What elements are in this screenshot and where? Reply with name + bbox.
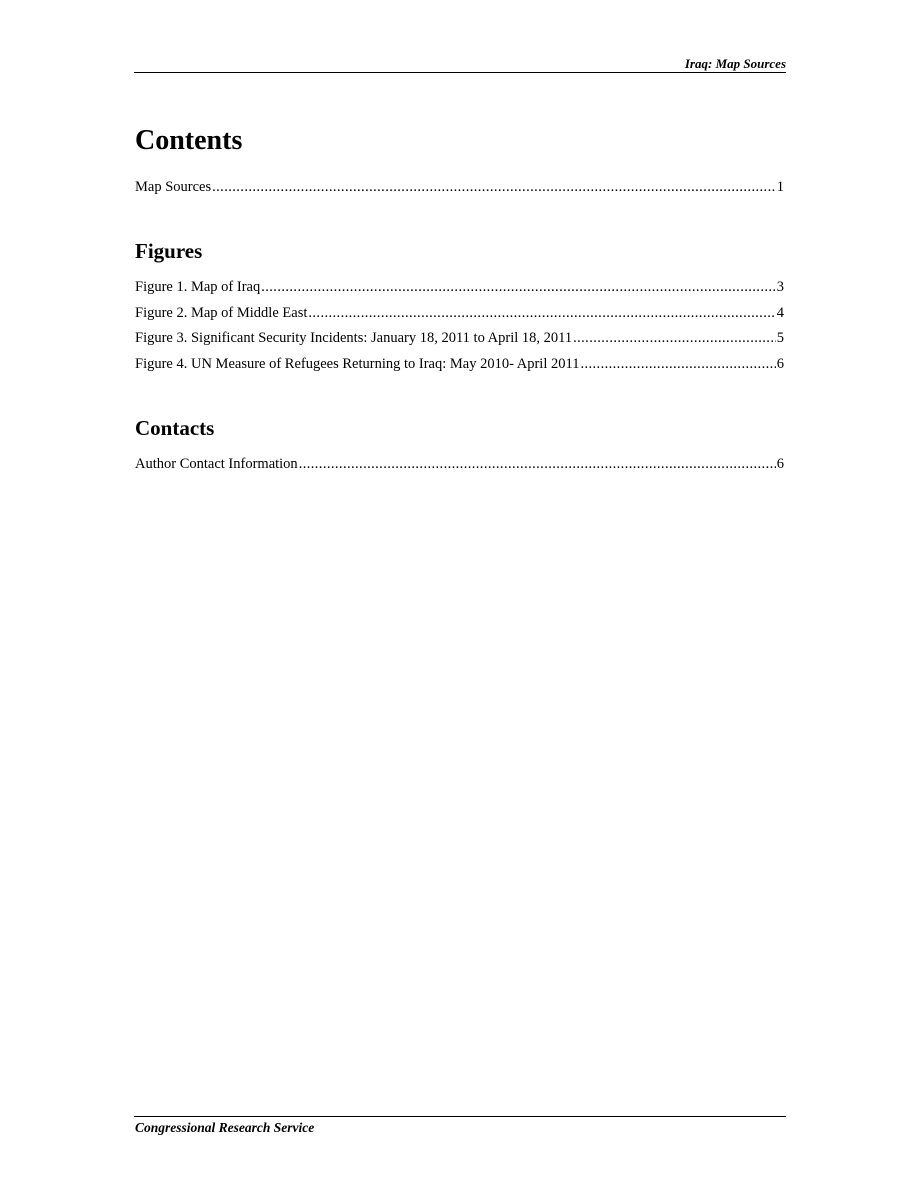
toc-entry-page: 5 (776, 330, 784, 346)
toc-entry-label: Map Sources (135, 179, 212, 195)
dot-leader (261, 277, 776, 297)
toc-entry-page: 6 (776, 456, 784, 472)
figures-heading: Figures (135, 239, 203, 263)
toc-entry-label: Figure 2. Map of Middle East (135, 304, 308, 321)
toc-entry-label: Figure 3. Significant Security Incidents: January 18, 2011 to April 18, 2011 (135, 330, 573, 346)
dot-leader (573, 328, 776, 348)
toc-entry-page: 3 (776, 279, 784, 295)
toc-entry-map-sources[interactable] (135, 177, 784, 203)
toc-entry-page: 6 (776, 355, 784, 372)
toc-entry-figure-2[interactable] (135, 303, 784, 329)
header-rule (134, 72, 786, 73)
toc-entry-figure-3[interactable] (135, 328, 784, 354)
toc-entry-page: 4 (776, 304, 784, 321)
contents-list (135, 177, 784, 203)
dot-leader (308, 303, 775, 323)
running-header: Iraq: Map Sources (684, 56, 786, 71)
toc-entry-page: 1 (776, 179, 784, 195)
figures-list (135, 277, 784, 379)
contacts-heading: Contacts (135, 416, 215, 440)
toc-entry-figure-1[interactable] (135, 277, 784, 303)
contacts-list (135, 454, 784, 480)
toc-entry-figure-4[interactable] (135, 354, 784, 380)
contents-heading: Contents (135, 125, 243, 156)
running-footer: Congressional Research Service (135, 1120, 315, 1135)
toc-entry-label: Author Contact Information (135, 456, 298, 472)
toc-entry-author-contact[interactable] (135, 454, 784, 480)
dot-leader (299, 454, 776, 474)
dot-leader (580, 354, 775, 374)
toc-entry-label: Figure 1. Map of Iraq (135, 279, 261, 295)
footer-rule (134, 1116, 786, 1117)
dot-leader (212, 177, 776, 197)
toc-entry-label: Figure 4. UN Measure of Refugees Returning to Iraq: May 2010- April 2011 (135, 355, 580, 372)
